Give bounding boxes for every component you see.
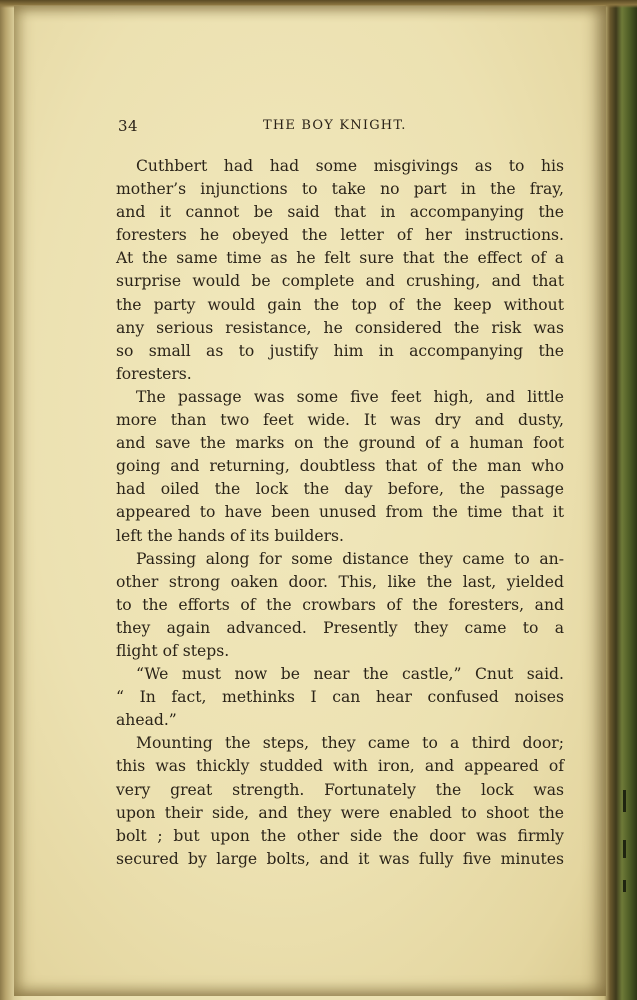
text-line: flight of steps. [116,641,230,660]
text-line: foresters. [116,364,192,383]
text-line: and save the marks on the ground of a human foot [116,434,564,453]
text-line: any serious resistance, he considered the risk was [116,318,564,337]
text-line: surprise would be complete and crushing, and that [116,272,564,291]
text-line: going and returning, doubtless that of the man who [116,457,564,476]
page-header [118,117,564,139]
text-line: left the hands of its builders. [116,526,344,545]
running-title: THE BOY KNIGHT. [263,118,407,133]
spine-mark [623,790,626,812]
text-line: and it cannot be said that in accompanying the [116,203,564,222]
text-line: At the same time as he felt sure that the effect of a [116,249,564,268]
text-line: very great strength. Fortunately the lock was [116,780,564,799]
text-line: mother’s injunctions to take no part in the fray, [116,180,564,199]
text-line: had oiled the lock the day before, the passage [116,480,564,499]
body-text [116,155,564,871]
spine-mark [623,880,626,892]
page-number: 34 [118,117,139,135]
text-line: “ In fact, methinks I can hear confused noises [116,688,564,707]
text-line: to the efforts of the crowbars of the foresters, and [116,595,564,614]
text-line: appeared to have been unused from the time that it [116,503,564,522]
text-line: Cuthbert had had some misgivings as to his [136,157,564,175]
text-line: other strong oaken door. This, like the last, yielded [116,572,564,591]
text-line: foresters he obeyed the letter of her instructions. [116,226,564,245]
text-line: “We must now be near the castle,” Cnut said. [136,665,564,684]
text-line: Passing along for some distance they came to an- [136,549,564,568]
text-line: more than two feet wide. It was dry and dusty, [116,411,564,430]
text-line: The passage was some five feet high, and little [136,387,564,406]
text-line: bolt ; but upon the other side the door was firmly [116,826,564,845]
spine-mark [623,840,626,858]
text-line: this was thickly studded with iron, and appeared of [116,757,564,776]
text-line: Mounting the steps, they came to a third door; [136,734,564,753]
text-line: ahead.” [116,711,177,730]
text-line: upon their side, and they were enabled to shoot the [116,803,564,822]
text-line: secured by large bolts, and it was fully five minutes [116,849,564,868]
text-line: so small as to justify him in accompanying the [116,341,564,360]
text-line: the party would gain the top of the keep without [116,295,564,314]
text-line: they again advanced. Presently they came to a [116,618,564,637]
